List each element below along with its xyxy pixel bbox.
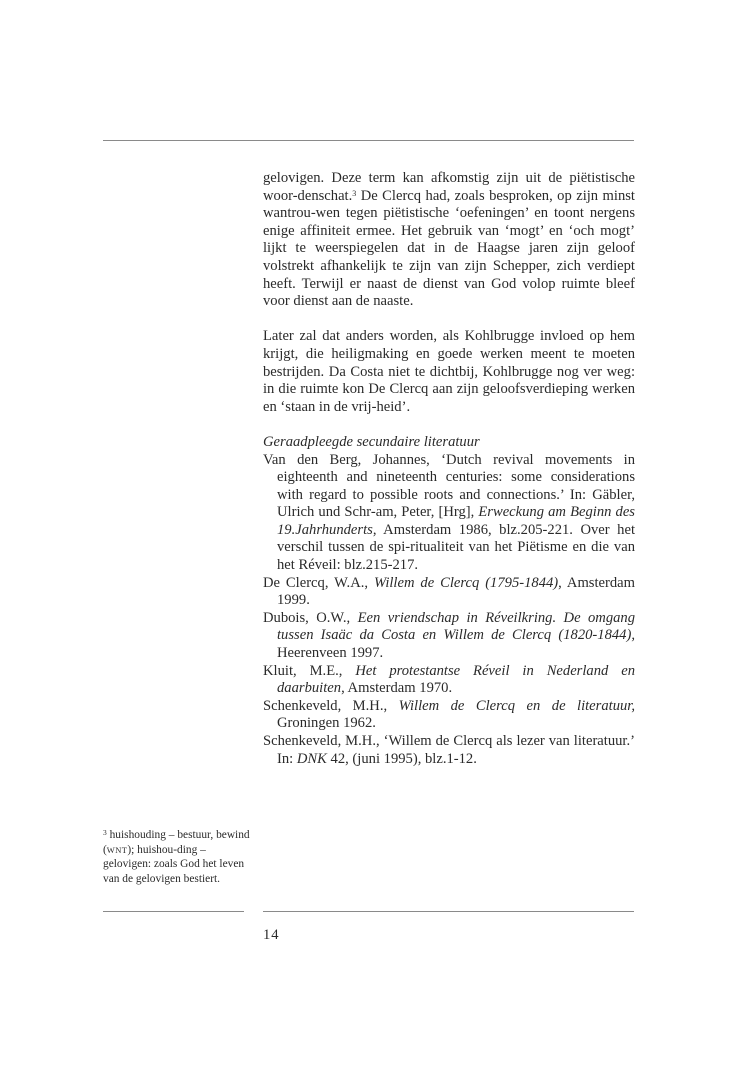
entry-author: Van den Berg, Johannes, ‘Dutch revival movements in eighteenth and nineteenth centuries: some considerations with regard to possible roots and connections.’ In: Gäbler, Ulrich und Schr-am, Peter, [Hrg], [263,451,635,521]
footnote-reference: 3 [352,188,357,198]
entry-author: Dubois, O.W., [263,609,358,626]
entry-title: Willem de Clercq en de literatuur, [398,697,635,714]
main-text-column [263,170,635,768]
footnote-text-a: huishouding – bestuur, bewind ( [103,829,250,856]
entry-title: Het protestantse Réveil in Nederland en daarbuiten [277,662,635,697]
entry-author: Schenkeveld, M.H., [263,697,399,714]
literature-list [263,452,635,769]
entry-details: Heerenveen 1997. [277,645,384,662]
literature-entry [263,610,635,663]
entry-details: Groningen 1962. [277,715,376,732]
footnote [103,828,253,886]
entry-title: DNK [296,750,327,767]
entry-author: Schenkeveld, M.H., ‘Willem de Clercq als lezer van literatuur.’ In: [263,733,635,767]
footnote-abbreviation: WNT [106,844,128,855]
page-number: 14 [263,927,280,943]
entry-author: De Clercq, W.A., [263,574,374,591]
footnote-number: 3 [103,828,107,837]
paragraph-1-text-a: gelovigen. Deze term kan afkomstig zijn uit de piëtistische woor-denschat. [263,170,635,204]
literature-heading: Geraadpleegde secundaire literatuur [263,433,480,450]
footnote-rule [103,911,244,912]
entry-title: Willem de Clercq (1795-1844) [373,574,559,591]
bottom-rule [263,911,634,912]
footnote-text-b: ); huishou-ding – gelovigen: zoals God het leven van de gelovigen bestiert. [103,843,245,885]
literature-entry [263,663,635,698]
entry-author: Kluit, M.E., [263,662,356,679]
body-paragraph-1 [263,170,635,311]
body-paragraph-2: Later zal dat anders worden, als Kohlbrugge invloed op hem krijgt, die heiligmaking en goede werken meent te moeten bestrijden. Da Costa niet te dichtbij, Kohlbrugge nog ver weg: in die ruimte kon De Clercq aan zijn geloofsverdieping werken en ‘staan in de vrij-heid’. [263,328,635,415]
entry-details: , Amsterdam 1970. [341,680,453,697]
paragraph-1-text-b: De Clercq had, zoals besproken, op zijn minst wantrou-wen tegen piëtistische ‘oefeningen’ en toont nergens enige affiniteit ermee. Het gebruik van ‘mogt’ en ‘och mogt’ lijkt te weerspiegelen dat in de Haagse jaren zijn geloof volstrekt afhankelijk te zijn van zijn Schepper, zich verdiept heeft. Terwijl er naast de dienst van God volop ruimte bleef voor dienst aan de naaste. [263,187,635,310]
entry-details: , Amsterdam 1999. [277,574,635,609]
literature-entry [263,698,635,733]
entry-title: Een vriendschap in Réveilkring. De omgang tussen Isaäc da Costa en Willem de Clercq (1820-1844), [277,609,636,644]
entry-details: 42, (juni 1995), blz.1-12. [326,750,477,767]
literature-entry [263,733,635,768]
top-rule [103,140,634,141]
entry-details: , Amsterdam 1986, blz.205-221. Over het verschil tussen de spi-ritualiteit van het Piëtisme en die van het Réveil: blz.215-217. [277,521,635,574]
literature-entry [263,452,635,575]
literature-entry [263,575,635,610]
entry-title: Erweckung am Beginn des 19.Jahrhunderts [277,504,635,538]
